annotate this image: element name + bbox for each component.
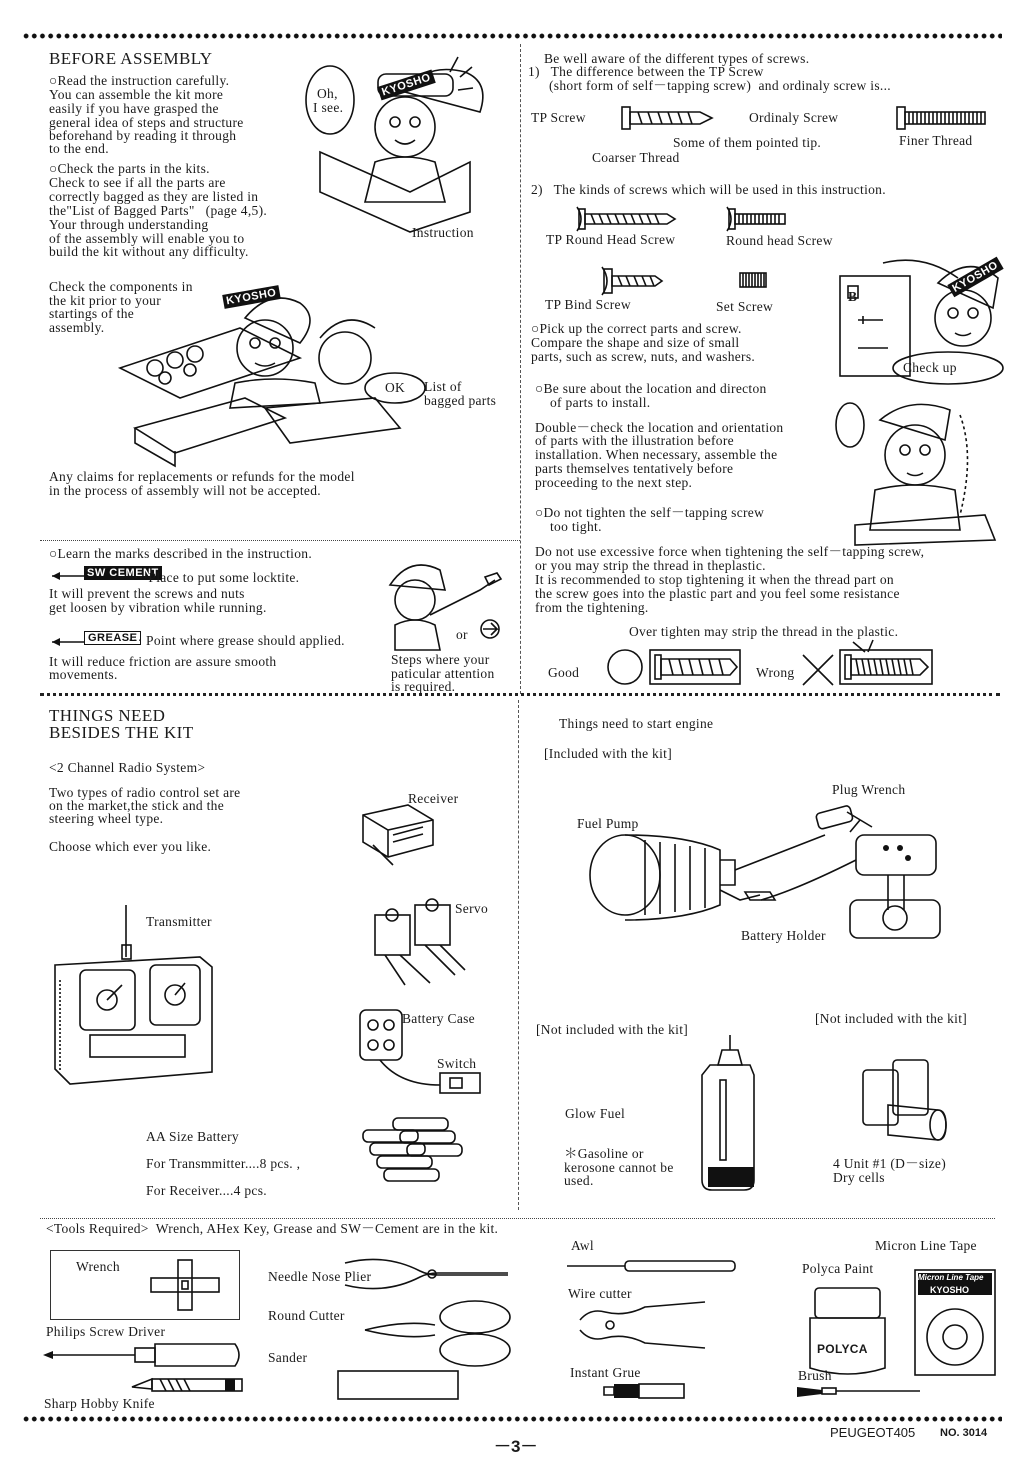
instant-glue-icon	[602, 1382, 687, 1400]
pickup-line-3: parts, such as screw, nuts, and washers.	[531, 349, 756, 364]
round-cutter-label: Round Cutter	[268, 1308, 345, 1323]
instruction-label: Instruction	[412, 225, 474, 240]
grease-line-2: It will reduce friction are assure smooth	[49, 654, 277, 669]
steps-line-2: paticular attention	[391, 666, 495, 681]
double-line-3: installation. When necessary, assemble the	[535, 447, 778, 462]
some-pointed-label: Some of them pointed tip.	[673, 135, 822, 150]
grease-mark: GREASE	[84, 631, 141, 645]
wrong-cross-icon	[803, 655, 833, 685]
tools-header: <Tools Required> Wrench, AHex Key, Grease and SW－Cement are in the kit.	[46, 1221, 499, 1236]
needle-nose-plier-icon	[340, 1255, 520, 1295]
bottom-dot-border	[22, 1416, 1002, 1422]
battery-holder-label: Battery Holder	[741, 928, 826, 943]
tp-bind-label: TP Bind Screw	[545, 297, 631, 312]
check-up-label: Check up	[903, 360, 957, 375]
claims-line-1: Any claims for replacements or refunds for the model	[49, 469, 355, 484]
transmitter-label: Transmitter	[146, 914, 212, 929]
double-line-4: parts themselves tentatively before	[535, 461, 734, 476]
locktite-line-1: ···Place to put some locktite.	[134, 570, 300, 585]
attention-icon	[479, 618, 501, 640]
tp-bind-screw-icon	[600, 265, 670, 297]
or-label: or	[456, 627, 468, 642]
marks-divider	[40, 540, 520, 541]
double-line-2: of parts with the illustration before	[535, 433, 734, 448]
force-line-5: from the tightening.	[535, 600, 649, 615]
steps-line-1: Steps where your	[391, 652, 490, 667]
double-line-1: Double－check the location and orientation	[535, 420, 784, 435]
glow-fuel-label: Glow Fuel	[565, 1106, 626, 1121]
tape-brand-label: KYOSHO	[930, 1285, 970, 1295]
locktite-line-3: get loosen by vibration while running.	[49, 600, 267, 615]
radio-system-label: <2 Channel Radio System>	[49, 760, 206, 775]
glow-fuel-bottle-illustration	[700, 1035, 760, 1195]
before-assembly-title: BEFORE ASSEMBLY	[49, 49, 213, 68]
aa-battery-label: AA Size Battery	[146, 1129, 239, 1144]
kyosho-cap-logo-2: KYOSHO	[222, 285, 280, 309]
model-number: NO. 3014	[940, 1427, 988, 1439]
for-receiver-label: For Receiver....4 pcs.	[146, 1183, 267, 1198]
not-included-label-1: [Not included with the kit]	[536, 1022, 689, 1037]
round-cutter-scissors-icon	[360, 1295, 520, 1375]
servo-illustration	[365, 895, 475, 990]
tighten-line-2: too tight.	[550, 519, 602, 534]
bagged-parts-line-2: bagged parts	[424, 393, 497, 408]
sure-line-2: of parts to install.	[550, 395, 651, 410]
cross-wrench-icon	[148, 1258, 223, 1313]
tp-screw-icon	[620, 104, 720, 134]
ok-label: OK	[385, 380, 406, 395]
philips-screwdriver-icon	[40, 1340, 245, 1370]
bagged-parts-line-1: List of	[424, 379, 462, 394]
wrench-label: Wrench	[76, 1259, 120, 1274]
brush-icon	[795, 1384, 925, 1398]
sander-label: Sander	[268, 1350, 308, 1365]
wrong-screw-illustration	[798, 640, 938, 690]
radio-line-1: Two types of radio control set are	[49, 785, 241, 800]
wrong-label: Wrong	[756, 665, 795, 680]
dry-cells-illustration	[858, 1055, 948, 1150]
bubble-i-see: I see.	[313, 100, 344, 115]
round-head-screw-icon	[725, 205, 795, 233]
gasoline-line-1: ＊Gasoline or	[564, 1146, 644, 1161]
servo-label: Servo	[455, 901, 488, 916]
awl-label: Awl	[571, 1238, 594, 1253]
gasoline-line-2: kerosone cannot be	[564, 1160, 674, 1175]
boy-with-parts-illustration	[835, 395, 1005, 545]
things-need-title-2: BESIDES THE KIT	[49, 723, 194, 742]
screws-intro-1: Be well aware of the different types of screws.	[544, 51, 810, 66]
screws-intro-3: (short form of self－tapping screw) and ordinaly screw is...	[549, 78, 891, 93]
wire-cutter-icon	[575, 1300, 715, 1355]
model-name: PEUGEOT405	[830, 1425, 916, 1440]
learn-marks-line: ○Learn the marks described in the instruction.	[49, 546, 313, 561]
polyca-paint-jar-icon	[805, 1283, 895, 1378]
micron-tape-label: Micron Line Tape	[875, 1238, 977, 1253]
battery-case-label: Battery Case	[402, 1011, 475, 1026]
ordinaly-screw-label: Ordinaly Screw	[749, 110, 839, 125]
kyosho-cap-logo-3: KYOSHO	[947, 257, 1003, 297]
receiver-label: Receiver	[408, 791, 459, 806]
included-label: [Included with the kit]	[544, 746, 672, 761]
good-screw-illustration	[605, 645, 745, 689]
kinds-line: 2) The kinds of screws which will be used in this instruction.	[531, 182, 886, 197]
battery-case-switch-illustration	[355, 1000, 490, 1100]
locktite-line-2: It will prevent the screws and nuts	[49, 586, 245, 601]
force-line-3: It is recommended to stop tightening it when the thread part on	[535, 572, 894, 587]
claims-line-2: in the process of assembly will not be accepted.	[49, 483, 321, 498]
round-head-label: Round head Screw	[726, 233, 833, 248]
coarser-thread-label: Coarser Thread	[592, 150, 680, 165]
double-line-5: proceeding to the next step.	[535, 475, 693, 490]
engine-title: Things need to start engine	[559, 716, 714, 731]
finer-thread-label: Finer Thread	[899, 133, 973, 148]
tp-screw-label: TP Screw	[531, 110, 586, 125]
polyca-jar-label: POLYCA	[817, 1342, 868, 1356]
radio-line-3: steering wheel type.	[49, 811, 164, 826]
tp-round-head-screw-icon	[575, 205, 685, 233]
over-tighten-label: Over tighten may strip the thread in the plastic.	[629, 624, 899, 639]
brush-label: Brush	[798, 1368, 832, 1383]
hobby-knife-icon	[130, 1375, 250, 1395]
page-number: －3－	[494, 1437, 538, 1456]
good-label: Good	[548, 665, 580, 680]
pickup-line-2: Compare the shape and size of small	[531, 335, 740, 350]
switch-label: Switch	[437, 1056, 477, 1071]
sure-line-1: ○Be sure about the location and directon	[535, 381, 767, 396]
grease-line-1: ··· Point where grease should applied.	[128, 633, 345, 648]
ordinaly-screw-icon	[895, 104, 995, 134]
force-line-2: or you may strip the thread in theplastic.	[535, 558, 766, 573]
awl-icon	[565, 1258, 745, 1274]
tools-divider	[40, 1218, 995, 1219]
pickup-line-1: ○Pick up the correct parts and screw.	[531, 321, 742, 336]
column-divider-top	[520, 44, 521, 694]
philips-label: Philips Screw Driver	[46, 1324, 166, 1339]
screws-intro-2: 1) The difference between the TP Screw	[528, 64, 764, 79]
choose-line: Choose which ever you like.	[49, 839, 212, 854]
dry-cells-line-1: 4 Unit #1 (D－size)	[833, 1156, 947, 1171]
set-screw-icon	[738, 270, 770, 292]
dry-cells-line-2: Dry cells	[833, 1170, 885, 1185]
tighten-line-1: ○Do not tighten the self－tapping screw	[535, 505, 765, 520]
tp-round-head-label: TP Round Head Screw	[546, 232, 676, 247]
transmitter-illustration	[50, 905, 215, 1085]
kyosho-cap-logo: KYOSHO	[377, 70, 435, 101]
receiver-illustration	[358, 800, 438, 865]
grease-line-3: movements.	[49, 667, 118, 682]
bubble-oh: Oh,	[317, 86, 338, 101]
needle-nose-label: Needle Nose Plier	[268, 1269, 372, 1284]
fuel-pump-illustration	[585, 830, 845, 930]
box-letter: B	[848, 289, 858, 304]
wire-cutter-label: Wire cutter	[568, 1286, 632, 1301]
force-line-1: Do not use excessive force when tightening the self－tapping screw,	[535, 544, 925, 559]
polyca-paint-label: Polyca Paint	[802, 1261, 874, 1276]
gasoline-line-3: used.	[564, 1173, 594, 1188]
set-screw-label: Set Screw	[716, 299, 774, 314]
not-included-label-2: [Not included with the kit]	[815, 1011, 968, 1026]
for-transmitter-label: For Transmmitter....8 pcs. ,	[146, 1156, 301, 1171]
fuel-pump-label: Fuel Pump	[577, 816, 639, 831]
battery-holder-illustration	[838, 830, 948, 945]
swcement-mark: SW CEMENT	[84, 566, 162, 580]
column-divider-bottom	[518, 700, 519, 1210]
micron-line-tape-icon	[910, 1265, 1000, 1380]
steps-line-3: is required.	[391, 679, 456, 694]
sander-icon	[335, 1368, 465, 1403]
hobby-knife-label: Sharp Hobby Knife	[44, 1396, 155, 1411]
force-line-4: the screw goes into the plastic part and you feel some resistance	[535, 586, 900, 601]
plug-wrench-label: Plug Wrench	[832, 782, 906, 797]
top-dot-border	[22, 33, 1002, 39]
aa-battery-illustration	[358, 1110, 468, 1200]
good-circle-icon	[608, 650, 642, 684]
instant-glue-label: Instant Grue	[570, 1365, 641, 1380]
things-need-title-1: THINGS NEED	[49, 706, 166, 725]
radio-line-2: on the market,the stick and the	[49, 798, 224, 813]
tape-package-label: Micron Line Tape	[918, 1273, 984, 1282]
